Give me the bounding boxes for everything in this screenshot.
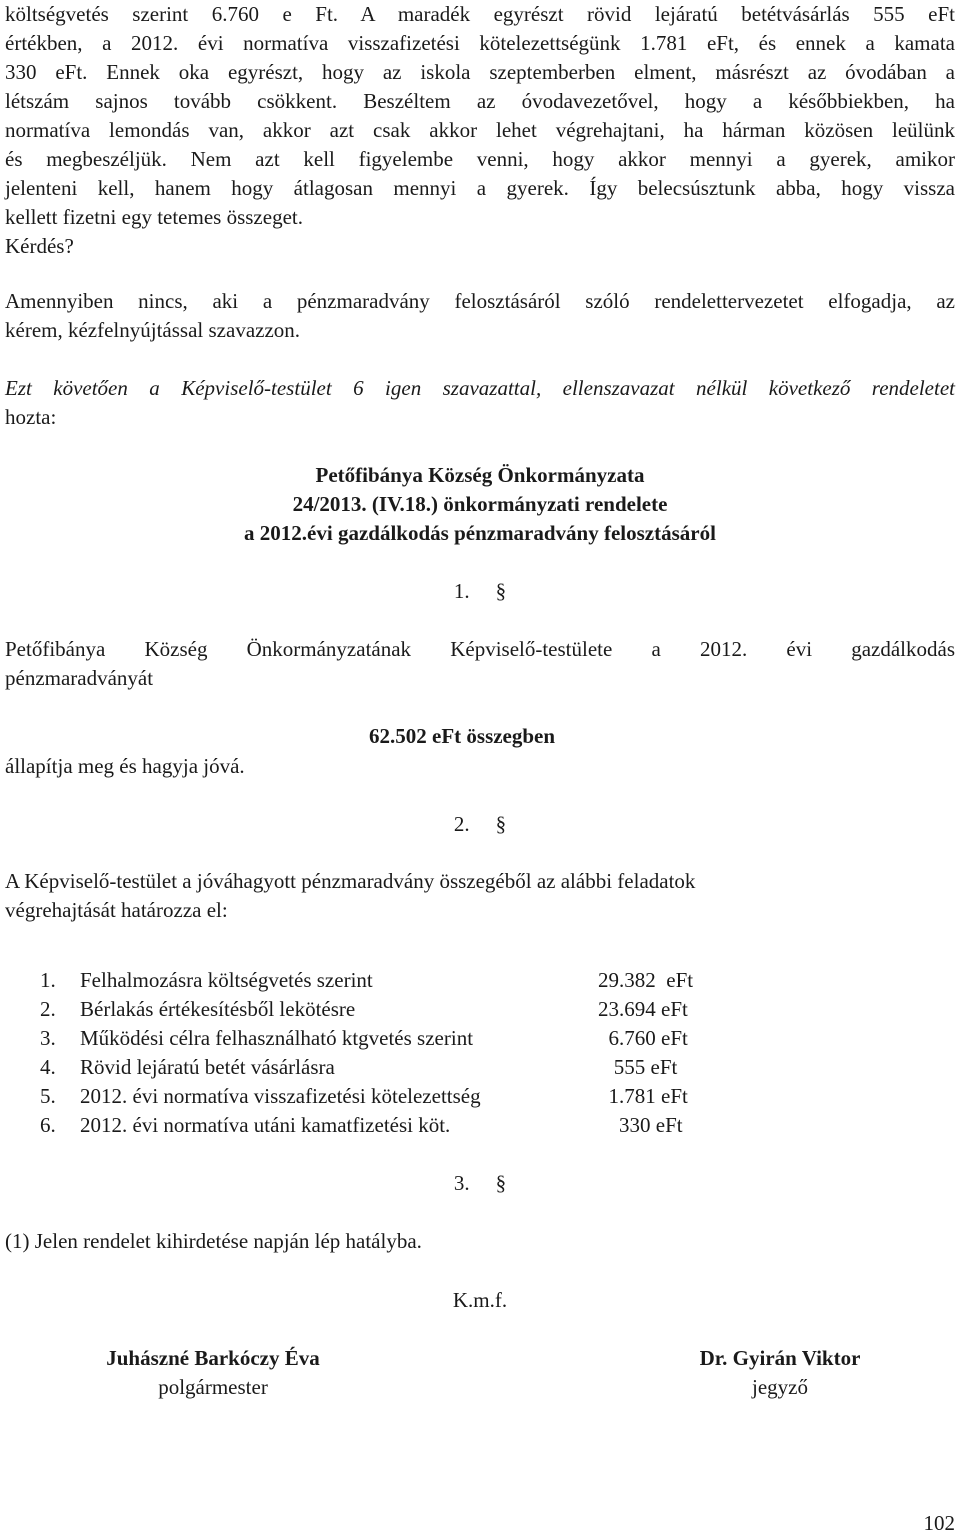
section-1-line: pénzmaradványát: [5, 666, 154, 690]
section-number: 3.: [453, 1171, 470, 1195]
mayor-name: Juhászné Barkóczy Éva: [106, 1346, 320, 1370]
section-1-heading: [0, 577, 960, 606]
vote-result-line: hozta:: [5, 405, 57, 429]
list-item: [40, 995, 740, 1024]
mayor-title: polgármester: [158, 1375, 268, 1399]
item-text: Rövid lejáratú betét vásárlásra: [80, 1055, 335, 1079]
question-line: Kérdés?: [5, 234, 74, 258]
intro-line: normatíva lemondás van, akkor azt csak akkor lehet végrehajtani, ha hárman közösen leülünk: [5, 118, 955, 142]
paragraph-sign: §: [495, 812, 507, 836]
section-number: 1.: [453, 579, 470, 603]
item-number: 1.: [40, 968, 56, 992]
item-text: 2012. évi normatíva visszafizetési kötelezettség: [80, 1084, 481, 1108]
intro-line: létszám sajnos tovább csökkent. Beszéltem az óvodavezetővel, hogy a későbbiekben, ha: [5, 89, 955, 113]
intro-line: és megbeszéljük. Nem azt kell figyelembe venni, hogy akkor mennyi a gyerek, amikor: [5, 147, 955, 171]
list-item: [40, 1082, 740, 1111]
vote-call-line: kérem, kézfelnyújtással szavazzon.: [5, 318, 301, 342]
intro-paragraph: [5, 0, 955, 261]
item-number: 5.: [40, 1084, 56, 1108]
section-number: 2.: [453, 812, 470, 836]
kmf-label: K.m.f.: [452, 1288, 508, 1312]
decree-title-line1: Petőfibánya Község Önkormányzata: [315, 463, 645, 487]
item-number: 4.: [40, 1055, 56, 1079]
item-text: Bérlakás értékesítésből lekötésre: [80, 997, 356, 1021]
vote-call-line: Amennyiben nincs, aki a pénzmaradvány felosztásáról szóló rendelettervezetet elfogadja, az: [5, 289, 955, 313]
paragraph-sign: §: [495, 579, 507, 603]
list-item: [40, 1053, 740, 1082]
intro-line: értékben, a 2012. évi normatíva visszafizetési kötelezettségünk 1.781 eFt, és ennek a kamata: [5, 31, 955, 55]
section-3-heading: [0, 1169, 960, 1198]
intro-line: költségvetés szerint 6.760 e Ft. A maradék egyrészt rövid lejáratú betétvásárlás 555 eFt: [5, 2, 955, 26]
item-amount: 1.781 eFt: [598, 1084, 688, 1108]
allocation-list: [40, 966, 740, 1140]
page-number: 102: [923, 1511, 955, 1535]
notary-title: jegyző: [752, 1375, 808, 1399]
section-1-text: [5, 635, 955, 693]
item-number: 2.: [40, 997, 56, 1021]
section-3-text: (1) Jelen rendelet kihirdetése napján lép hatályba.: [5, 1229, 422, 1253]
item-amount: 23.694 eFt: [598, 997, 688, 1021]
vote-call-paragraph: [5, 287, 955, 345]
section-1-amount: 62.502 eFt összegben: [369, 724, 556, 748]
section-2-line: A Képviselő-testület a jóváhagyott pénzmaradvány összegéből az alábbi feladatok: [5, 869, 696, 893]
section-2-heading: [0, 810, 960, 839]
item-text: 2012. évi normatíva utáni kamatfizetési köt.: [80, 1113, 451, 1137]
vote-result-paragraph: [5, 374, 955, 432]
item-text: Felhalmozásra költségvetés szerint: [80, 968, 373, 992]
item-amount: 6.760 eFt: [598, 1026, 688, 1050]
vote-result-line: Ezt követően a Képviselő-testület 6 igen szavazattal, ellenszavazat nélkül következő rendeletet: [5, 376, 955, 400]
item-text: Működési célra felhasználható ktgvetés szerint: [80, 1026, 474, 1050]
intro-line: jelenteni kell, hanem hogy átlagosan mennyi a gyerek. Így belecsúsztunk abba, hogy vissza: [5, 176, 955, 200]
item-number: 6.: [40, 1113, 56, 1137]
paragraph-sign: §: [495, 1171, 507, 1195]
item-amount: 29.382 eFt: [598, 968, 694, 992]
item-amount: 330 eFt: [598, 1113, 683, 1137]
list-item: [40, 1024, 740, 1053]
decree-title-line2: 24/2013. (IV.18.) önkormányzati rendelete: [292, 492, 668, 516]
intro-line: kellett fizetni egy tetemes összeget.: [5, 205, 303, 229]
section-2-line: végrehajtását határozza el:: [5, 898, 228, 922]
section-2-text: [5, 867, 955, 925]
list-item: [40, 966, 740, 995]
intro-line: 330 eFt. Ennek oka egyrészt, hogy az iskola szeptemberben elment, másrészt az óvodában a: [5, 60, 955, 84]
decree-title: [0, 461, 960, 548]
section-1-line: Petőfibánya Község Önkormányzatának Képviselő-testülete a 2012. évi gazdálkodás: [5, 637, 955, 661]
list-item: [40, 1111, 740, 1140]
notary-name: Dr. Gyirán Viktor: [699, 1346, 861, 1370]
decree-title-line3: a 2012.évi gazdálkodás pénzmaradvány felosztásáról: [244, 521, 716, 545]
section-1-closing: állapítja meg és hagyja jóvá.: [5, 754, 245, 778]
signature-left: [82, 1344, 344, 1402]
item-amount: 555 eFt: [598, 1055, 678, 1079]
signature-right: [640, 1344, 920, 1402]
item-number: 3.: [40, 1026, 56, 1050]
